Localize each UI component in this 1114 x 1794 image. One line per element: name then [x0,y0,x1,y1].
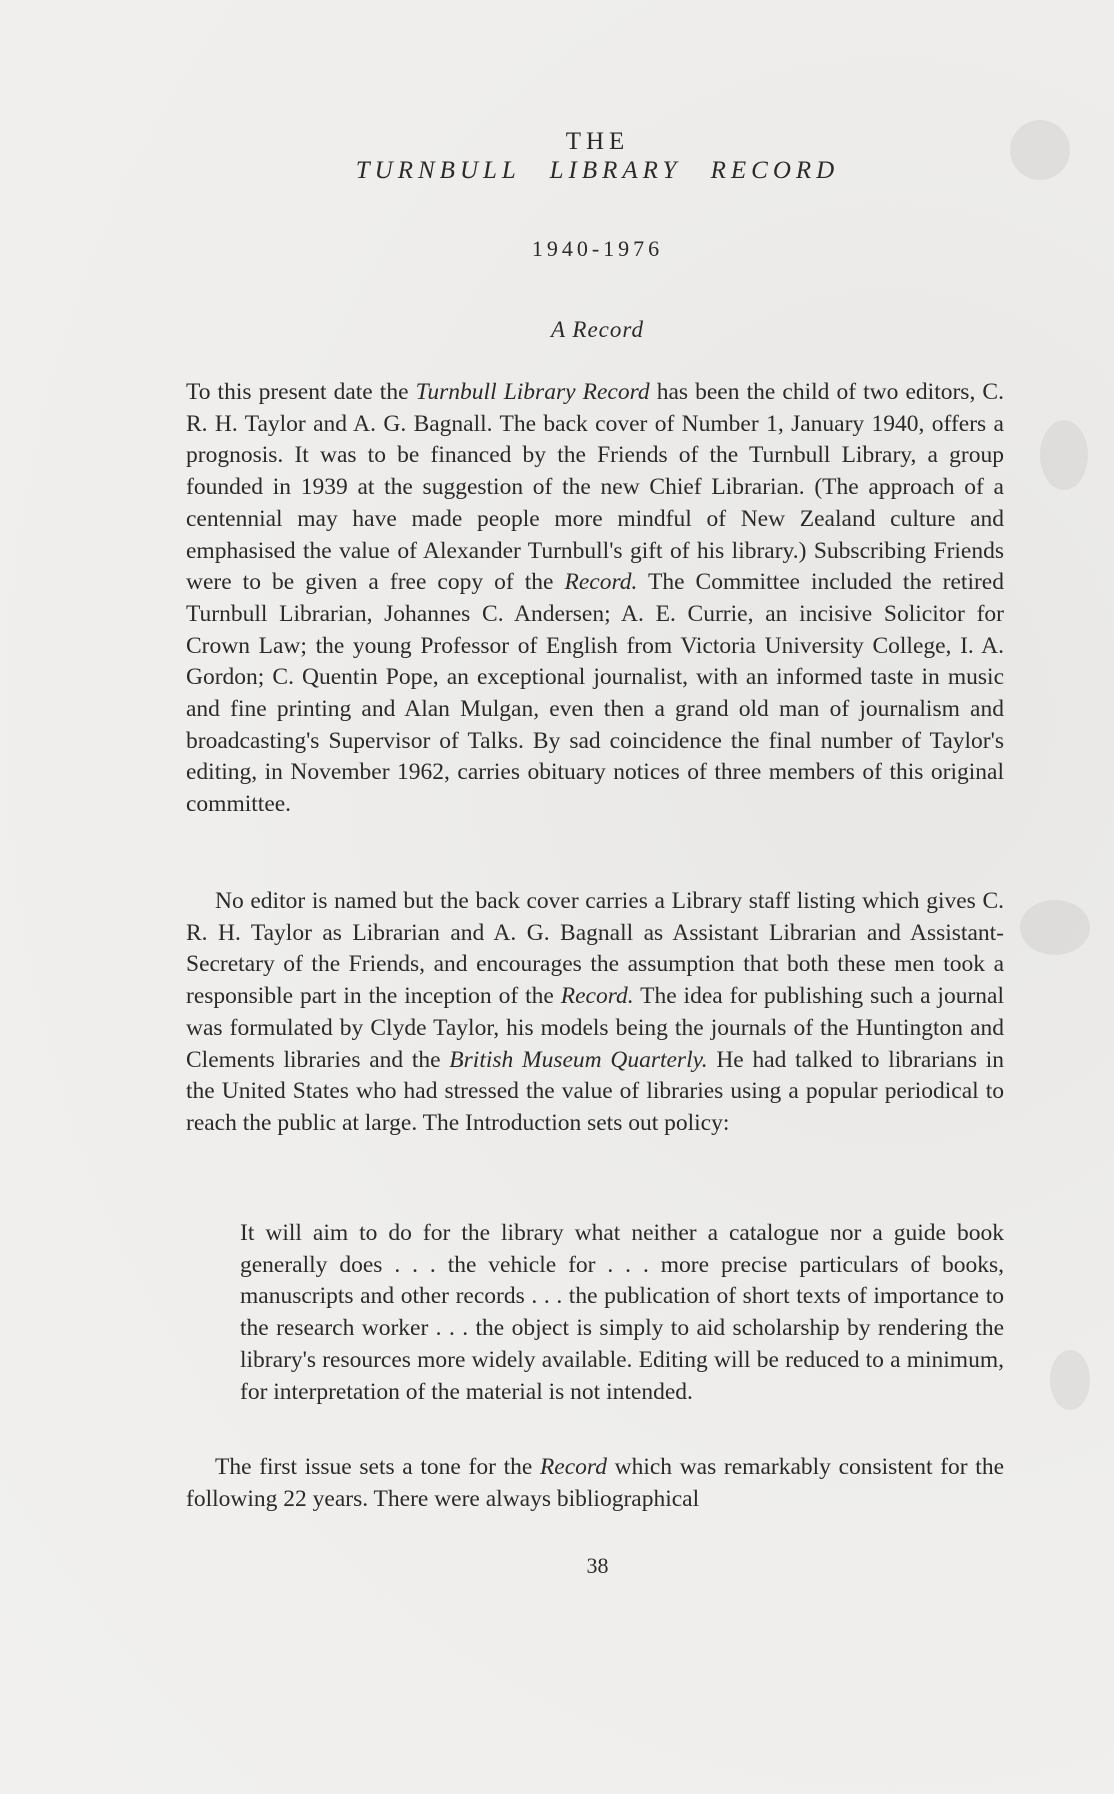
article-subtitle: A Record [551,317,644,342]
paragraph-text: No editor is named but the back cover carries a Library staff listing which gives C. R. H. Taylor as Librarian and A. G. Bagnall as Assistant Librarian and Assistant-Secretary of the Friends, and encourages the assumption that both these men took a responsible part in the inception of the [186,888,1004,1010]
journal-title: TURNBULL LIBRARY RECORD [355,157,840,184]
paragraph-text: has been the child of two editors, C. R. H. Taylor and A. G. Bagnall. The back cover of Number 1, January 1940, offers a prognosis. It was to be financed by the Friends of the Turnbull Library, a group founded in 1939 at the suggestion of the new Chief Librarian. (The approach of a centennial may have made people more mindful of New Zealand culture and emphasised the value of Alexander Turnbull's gift of his library.) Subscribing Friends were to be given a free copy of the [186,379,1004,596]
italic-title: Turnbull Library Record [415,379,650,405]
italic-title: Record. [560,983,634,1010]
paragraph-text: He had talked to librarians in the United States who had stressed the value of libraries using a popular periodical to reach the public at large. The Introduction sets out policy: [186,1046,1004,1136]
paragraph-1 [186,377,1004,821]
paper-stain [1040,420,1088,490]
year-range: 1940-1976 [531,236,664,261]
paper-stain [1050,1350,1090,1410]
page-number: 38 [586,1553,609,1578]
heading-the: THE [565,128,630,155]
italic-title: Record [539,1454,607,1480]
paragraph-text: The first issue sets a tone for the [215,1454,540,1480]
paragraph-text: The Committee included the retired Turnbull Librarian, Johannes C. Andersen; A. E. Currie, an incisive Solicitor for Crown Law; the young Professor of English from Victoria University College, I. A. Gordon; C. Quentin Pope, an exceptional journalist, with an informed taste in music and fine printing and Alan Mulgan, even then a grand old man of journalism and broadcasting's Supervisor of Talks. By sad coincidence the final number of Taylor's editing, in November 1962, carries obituary notices of three members of this original committee. [186,569,1004,818]
italic-title: British Museum Quarterly. [449,1046,708,1073]
paper-stain [1020,900,1090,955]
paragraph-2 [186,886,1004,1140]
block-quote: It will aim to do for the library what neither a catalogue nor a guide book generally does . . . the vehicle for . . . more precise particulars of books, manuscripts and other records . . . the publication of short texts of importance to the research worker . . . the object is simply to aid scholarship by rendering the library's resources more widely available. Editing will be reduced to a minimum, for interpretation of the material is not intended. [240,1220,1004,1405]
italic-title: Record. [564,569,638,596]
paragraph-text: To this present date the [186,379,416,405]
paragraph-text: which was remarkably consistent for the following 22 years. There were always bibliographical [186,1454,1005,1512]
paragraph-3 [186,1452,1004,1515]
paragraph-text: The idea for publishing such a journal was formulated by Clyde Taylor, his models being the journals of the Huntington and Clements libraries and the [186,983,1004,1073]
